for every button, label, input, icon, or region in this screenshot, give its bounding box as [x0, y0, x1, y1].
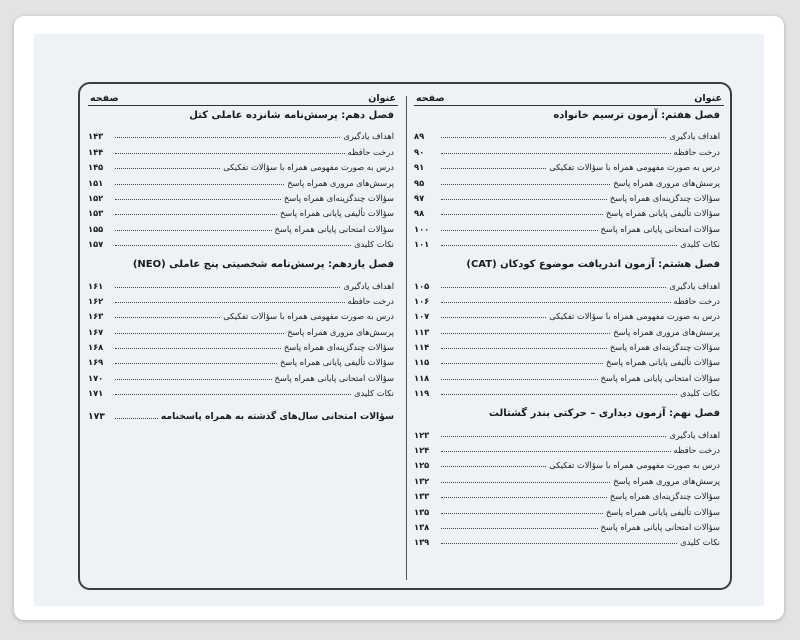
toc-entry[interactable]	[414, 203, 724, 218]
toc-entry-page: ۱۴۵	[88, 162, 104, 173]
toc-entry-page: ۱۷۱	[88, 388, 104, 399]
dot-leader	[115, 137, 340, 138]
toc-entry-label: اهداف یادگیری	[343, 131, 394, 142]
toc-entry-page: ۱۵۲	[88, 192, 104, 203]
toc-entry-label: سؤالات چندگزینه‌ای همراه پاسخ	[609, 192, 720, 203]
toc-entry-label: درخت حافظه	[673, 146, 720, 157]
dot-leader	[115, 394, 351, 395]
toc-entry-page: ۱۱۵	[414, 357, 430, 368]
toc-entry[interactable]	[88, 126, 398, 141]
dot-leader	[115, 168, 220, 169]
chapter-title: فصل یازدهم: پرسش‌نامه شخصیتی پنج عاملی (NEO)	[132, 259, 394, 271]
dot-leader	[441, 184, 610, 185]
dot-leader	[115, 302, 345, 303]
dot-leader	[115, 379, 272, 380]
toc-entry-label: سؤالات چندگزینه‌ای همراه پاسخ	[283, 342, 394, 353]
dot-leader	[441, 394, 677, 395]
toc-entry[interactable]	[88, 157, 398, 172]
dot-leader	[441, 317, 546, 318]
toc-entry[interactable]	[88, 291, 398, 306]
toc-entry-label: سؤالات امتحانی پایانی همراه پاسخ	[274, 372, 394, 383]
toc-entry[interactable]	[414, 141, 724, 156]
toc-entry-page: ۱۱۴	[414, 342, 430, 353]
toc-entry[interactable]	[414, 172, 724, 187]
dot-leader	[115, 317, 220, 318]
toc-entry-label: درس به صورت مفهومی همراه با سؤالات تفکیکی	[549, 460, 720, 471]
heading-page: صفحه	[90, 93, 119, 104]
toc-entry-page: ۱۳۸	[414, 521, 430, 532]
heading-page: صفحه	[416, 93, 445, 104]
toc-entry[interactable]	[88, 306, 398, 321]
toc-entry-page: ۱۳۵	[414, 506, 430, 517]
toc-entry-label: سؤالات تألیفی پایانی همراه پاسخ	[279, 208, 394, 219]
dot-leader	[115, 348, 281, 349]
toc-entry-page: ۱۵۳	[88, 208, 104, 219]
toc-entry-page: ۱۶۳	[88, 311, 104, 322]
toc-entry-label: درخت حافظه	[347, 146, 394, 157]
toc-column-left	[88, 88, 398, 422]
toc-entry[interactable]	[414, 291, 724, 306]
toc-entry-label: سؤالات تألیفی پایانی همراه پاسخ	[605, 506, 720, 517]
dot-leader	[441, 543, 677, 544]
dot-leader	[441, 153, 671, 154]
toc-entry[interactable]	[414, 337, 724, 352]
dot-leader	[441, 451, 671, 452]
dot-leader	[115, 199, 281, 200]
toc-entry[interactable]	[414, 367, 724, 382]
heading-title: عنوان	[368, 93, 396, 104]
toc-entry-page: ۱۵۷	[88, 239, 104, 250]
toc-entry[interactable]	[414, 501, 724, 516]
toc-entry[interactable]	[88, 218, 398, 233]
dot-leader	[441, 379, 598, 380]
toc-entry-page: ۹۰	[414, 146, 425, 157]
dot-leader	[441, 497, 607, 498]
toc-entry-page: ۱۰۷	[414, 311, 430, 322]
toc-entry-page: ۹۱	[414, 162, 425, 173]
toc-entry-page: ۱۶۸	[88, 342, 104, 353]
chapter-title: فصل نهم: آزمون دیداری – حرکتی بندر گشتالت	[488, 408, 720, 420]
toc-entry-page: ۱۱۳	[414, 326, 430, 337]
toc-entry-page: ۱۷۰	[88, 372, 104, 383]
dot-leader	[115, 153, 345, 154]
toc-entry-page: ۹۸	[414, 208, 425, 219]
final-toc-entry[interactable]	[88, 404, 398, 422]
toc-entry[interactable]	[88, 337, 398, 352]
toc-entry-page: ۱۰۶	[414, 295, 430, 306]
toc-entry[interactable]	[88, 383, 398, 398]
toc-entry-label: درس به صورت مفهومی همراه با سؤالات تفکیکی	[549, 162, 720, 173]
column-heading	[414, 88, 724, 106]
toc-entry[interactable]	[88, 188, 398, 203]
toc-entry-label: نکات کلیدی	[354, 388, 394, 399]
toc-entry-page: ۱۰۵	[414, 280, 430, 291]
toc-entry-label: سؤالات چندگزینه‌ای همراه پاسخ	[609, 491, 720, 502]
dot-leader	[441, 436, 666, 437]
chapter-title: فصل دهم: پرسش‌نامه شانزده عاملی کتل	[189, 110, 394, 121]
toc-sections	[414, 106, 724, 553]
toc-entry[interactable]	[88, 234, 398, 249]
dot-leader	[115, 363, 277, 364]
toc-entry[interactable]	[88, 172, 398, 187]
toc-entry[interactable]	[88, 352, 398, 367]
toc-entry[interactable]	[414, 126, 724, 141]
dot-leader	[115, 287, 340, 288]
toc-entry[interactable]	[88, 141, 398, 156]
toc-entry-label: پرسش‌های مروری همراه پاسخ	[287, 177, 394, 188]
toc-entry[interactable]	[88, 275, 398, 290]
dot-leader	[441, 348, 607, 349]
toc-entry-page: ۱۴۳	[88, 131, 104, 142]
column-heading	[88, 88, 398, 106]
toc-entry-label: نکات کلیدی	[354, 239, 394, 250]
toc-entry-label: اهداف یادگیری	[669, 131, 720, 142]
toc-entry[interactable]	[88, 321, 398, 336]
toc-entry-page: ۱۱۹	[414, 388, 430, 399]
dot-leader	[441, 302, 671, 303]
toc-entry[interactable]	[414, 532, 724, 547]
toc-entry-label: درخت حافظه	[347, 295, 394, 306]
heading-title: عنوان	[694, 93, 722, 104]
toc-column-right	[414, 88, 724, 553]
dot-leader	[115, 230, 272, 231]
toc-entry-page: ۱۶۲	[88, 295, 104, 306]
toc-entry-label: درخت حافظه	[673, 445, 720, 456]
dot-leader	[441, 466, 546, 467]
toc-entry-page: ۱۷۳	[88, 411, 105, 423]
toc-entry-page: ۹۷	[414, 192, 425, 203]
dot-leader	[441, 482, 610, 483]
toc-entry-page: ۱۰۰	[414, 223, 430, 234]
chapter-title: فصل هشتم: آزمون اندریافت موضوع کودکان (CAT)	[466, 259, 720, 271]
dot-leader	[441, 333, 610, 334]
toc-entry-label: نکات کلیدی	[680, 537, 720, 548]
toc-entry-label: سؤالات امتحانی پایانی همراه پاسخ	[600, 223, 720, 234]
dot-leader	[115, 214, 277, 215]
toc-entry[interactable]	[414, 470, 724, 485]
toc-entry-page: ۱۵۵	[88, 223, 104, 234]
toc-entry-label: سؤالات امتحانی پایانی همراه پاسخ	[600, 521, 720, 532]
toc-entry-label: اهداف یادگیری	[669, 280, 720, 291]
toc-entry-page: ۱۲۵	[414, 460, 430, 471]
toc-entry[interactable]	[414, 440, 724, 455]
toc-entry-label: سؤالات امتحانی پایانی همراه پاسخ	[274, 223, 394, 234]
dot-leader	[115, 184, 284, 185]
toc-entry[interactable]	[414, 234, 724, 249]
toc-entry-page: ۱۲۳	[414, 429, 430, 440]
toc-entry[interactable]	[414, 424, 724, 439]
toc-entry-page: ۱۳۹	[414, 537, 430, 548]
toc-entry-page: ۱۰۱	[414, 239, 430, 250]
dot-leader	[115, 418, 158, 419]
toc-entry-label: درس به صورت مفهومی همراه با سؤالات تفکیکی	[223, 311, 394, 322]
toc-entry[interactable]	[414, 188, 724, 203]
toc-entry[interactable]	[88, 367, 398, 382]
toc-entry-label: نکات کلیدی	[680, 239, 720, 250]
toc-entry-label: درس به صورت مفهومی همراه با سؤالات تفکیکی	[223, 162, 394, 173]
chapter-title: فصل هفتم: آزمون ترسیم خانواده	[553, 110, 720, 121]
toc-entry-label: درخت حافظه	[673, 295, 720, 306]
toc-entry-label: پرسش‌های مروری همراه پاسخ	[613, 475, 720, 486]
toc-entry-label: درس به صورت مفهومی همراه با سؤالات تفکیکی	[549, 311, 720, 322]
toc-entry[interactable]	[414, 455, 724, 470]
dot-leader	[115, 333, 284, 334]
toc-entry-label: سؤالات چندگزینه‌ای همراه پاسخ	[283, 192, 394, 203]
toc-entry[interactable]	[414, 321, 724, 336]
toc-entry-label: اهداف یادگیری	[343, 280, 394, 291]
toc-entry[interactable]	[414, 275, 724, 290]
toc-entry-page: ۱۴۴	[88, 146, 104, 157]
toc-entry[interactable]	[88, 203, 398, 218]
dot-leader	[115, 245, 351, 246]
dot-leader	[441, 245, 677, 246]
toc-entry[interactable]	[414, 486, 724, 501]
toc-entry-page: ۱۶۹	[88, 357, 104, 368]
toc-entry-page: ۱۵۱	[88, 177, 104, 188]
toc-entry-page: ۱۶۱	[88, 280, 104, 291]
toc-entry-label: سؤالات امتحانی سال‌های گذشته به همراه پاسخنامه	[160, 411, 394, 423]
toc-entry-label: سؤالات امتحانی پایانی همراه پاسخ	[600, 372, 720, 383]
toc-sections	[88, 106, 398, 404]
dot-leader	[441, 137, 666, 138]
toc-entry[interactable]	[414, 218, 724, 233]
toc-entry-label: سؤالات چندگزینه‌ای همراه پاسخ	[609, 342, 720, 353]
toc-entry-label: پرسش‌های مروری همراه پاسخ	[613, 177, 720, 188]
dot-leader	[441, 199, 607, 200]
toc-entry-label: پرسش‌های مروری همراه پاسخ	[613, 326, 720, 337]
toc-entry-label: نکات کلیدی	[680, 388, 720, 399]
dot-leader	[441, 168, 546, 169]
toc-entry[interactable]	[414, 352, 724, 367]
toc-entry[interactable]	[414, 517, 724, 532]
toc-entry[interactable]	[414, 383, 724, 398]
toc-entry-label: سؤالات تألیفی پایانی همراه پاسخ	[605, 208, 720, 219]
toc-entry-page: ۱۳۳	[414, 491, 430, 502]
toc-entry[interactable]	[414, 306, 724, 321]
toc-entry[interactable]	[414, 157, 724, 172]
toc-entry-page: ۱۶۷	[88, 326, 104, 337]
dot-leader	[441, 287, 666, 288]
toc-entry-page: ۱۱۸	[414, 372, 430, 383]
toc-entry-page: ۱۳۲	[414, 475, 430, 486]
toc-entry-label: اهداف یادگیری	[669, 429, 720, 440]
toc-entry-label: سؤالات تألیفی پایانی همراه پاسخ	[279, 357, 394, 368]
column-divider	[406, 96, 407, 580]
dot-leader	[441, 214, 603, 215]
toc-entry-label: سؤالات تألیفی پایانی همراه پاسخ	[605, 357, 720, 368]
toc-entry-page: ۸۹	[414, 131, 425, 142]
dot-leader	[441, 528, 598, 529]
toc-entry-label: پرسش‌های مروری همراه پاسخ	[287, 326, 394, 337]
dot-leader	[441, 230, 598, 231]
dot-leader	[441, 513, 603, 514]
toc-entry-page: ۱۲۴	[414, 445, 430, 456]
section-gap	[414, 547, 724, 553]
toc-entry-page: ۹۵	[414, 177, 425, 188]
dot-leader	[441, 363, 603, 364]
